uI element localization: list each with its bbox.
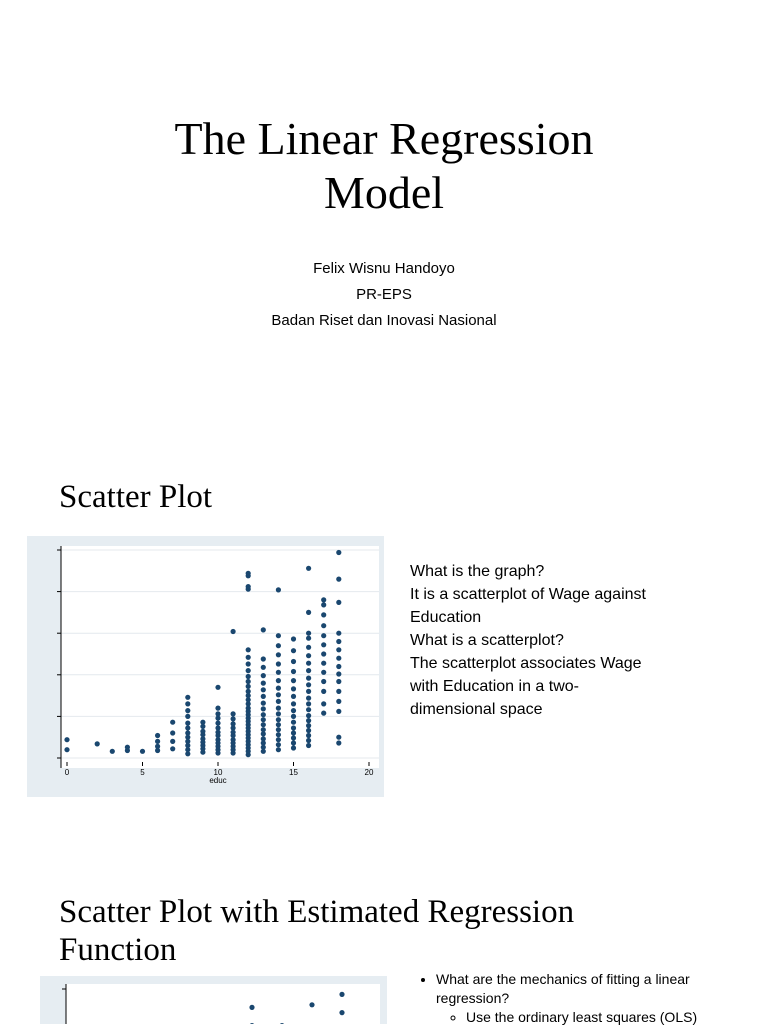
scatter-point bbox=[246, 668, 251, 673]
scatter-point bbox=[246, 674, 251, 679]
scatter-point bbox=[261, 656, 266, 661]
scatter-point bbox=[339, 992, 344, 997]
scatter-point bbox=[306, 696, 311, 701]
scatter-point bbox=[125, 745, 130, 750]
scatter-point bbox=[306, 743, 311, 748]
scatter-point bbox=[309, 1002, 314, 1007]
scatter-point bbox=[291, 636, 296, 641]
text-line: The scatterplot associates Wage bbox=[410, 655, 642, 672]
scatter-point bbox=[306, 636, 311, 641]
bullet-text: What are the mechanics of fitting a linear bbox=[436, 971, 690, 987]
scatter-point bbox=[291, 735, 296, 740]
scatter-point bbox=[276, 661, 281, 666]
scatter-point bbox=[185, 708, 190, 713]
scatter-point bbox=[321, 602, 326, 607]
presentation-title bbox=[0, 112, 768, 220]
scatter-point bbox=[306, 645, 311, 650]
scatter-point bbox=[246, 679, 251, 684]
scatter-point bbox=[276, 711, 281, 716]
scatter-point bbox=[291, 694, 296, 699]
scatter-point bbox=[321, 612, 326, 617]
scatter-point bbox=[321, 701, 326, 706]
x-axis-label: educ bbox=[209, 776, 227, 785]
scatter-point bbox=[306, 723, 311, 728]
scatter-point bbox=[170, 739, 175, 744]
scatter-point bbox=[276, 732, 281, 737]
scatter-point bbox=[291, 678, 296, 683]
scatter-point bbox=[261, 727, 266, 732]
scatter-point bbox=[339, 1010, 344, 1015]
regression-bullets bbox=[416, 970, 736, 1027]
title-line-1: The Linear Regression bbox=[174, 113, 594, 164]
scatter-point bbox=[231, 716, 236, 721]
text-line: What is a scatterplot? bbox=[410, 632, 564, 649]
scatter-point bbox=[261, 722, 266, 727]
scatter-chart-panel bbox=[27, 536, 384, 797]
scatter-point bbox=[261, 681, 266, 686]
scatter-point bbox=[261, 712, 266, 717]
scatter-point bbox=[336, 679, 341, 684]
scatter-point bbox=[246, 689, 251, 694]
scatter-point bbox=[170, 730, 175, 735]
scatter-point bbox=[291, 648, 296, 653]
scatter-point bbox=[336, 577, 341, 582]
scatter-point bbox=[170, 746, 175, 751]
text-line: with Education in a two- bbox=[410, 678, 579, 695]
scatter-point bbox=[336, 740, 341, 745]
slide-title-regression-function bbox=[59, 893, 574, 969]
scatter-point bbox=[306, 661, 311, 666]
scatter-point bbox=[185, 714, 190, 719]
scatter-point bbox=[321, 679, 326, 684]
scatter-point bbox=[306, 610, 311, 615]
scatter-point bbox=[95, 741, 100, 746]
scatter-point bbox=[306, 676, 311, 681]
scatter-point bbox=[321, 623, 326, 628]
x-tick-label: 5 bbox=[140, 768, 145, 777]
scatter-point bbox=[306, 733, 311, 738]
scatter-point bbox=[321, 651, 326, 656]
title-line-1: Scatter Plot with Estimated Regression bbox=[59, 894, 575, 930]
bullet-text: regression? bbox=[436, 990, 510, 1006]
scatter-point bbox=[276, 717, 281, 722]
text-line: dimensional space bbox=[410, 701, 543, 718]
scatter-point bbox=[291, 669, 296, 674]
scatter-point bbox=[155, 739, 160, 744]
scatter-point bbox=[246, 647, 251, 652]
scatter-point bbox=[276, 643, 281, 648]
scatter-plot-description bbox=[410, 560, 710, 721]
scatter-point bbox=[291, 725, 296, 730]
scatter-point bbox=[291, 730, 296, 735]
scatter-point bbox=[261, 706, 266, 711]
scatter-point bbox=[321, 711, 326, 716]
x-tick-label: 20 bbox=[364, 768, 374, 777]
research-unit: PR-EPS bbox=[356, 286, 412, 303]
scatter-point bbox=[336, 689, 341, 694]
regression-chart bbox=[40, 976, 387, 1024]
scatter-point bbox=[276, 692, 281, 697]
x-tick-label: 10 bbox=[213, 768, 223, 777]
scatter-point bbox=[291, 745, 296, 750]
scatter-point bbox=[215, 706, 220, 711]
scatter-point bbox=[306, 631, 311, 636]
scatter-point bbox=[276, 670, 281, 675]
scatter-point bbox=[215, 711, 220, 716]
scatter-point bbox=[185, 721, 190, 726]
x-tick-label: 0 bbox=[64, 768, 70, 777]
scatter-point bbox=[336, 671, 341, 676]
scatter-point bbox=[200, 720, 205, 725]
scatter-point bbox=[276, 686, 281, 691]
scatter-point bbox=[276, 706, 281, 711]
bullet-item bbox=[436, 970, 736, 1027]
scatter-point bbox=[231, 721, 236, 726]
scatter-point bbox=[155, 744, 160, 749]
scatter-point bbox=[291, 714, 296, 719]
author-name: Felix Wisnu Handoyo bbox=[313, 260, 455, 277]
scatter-point bbox=[336, 647, 341, 652]
scatter-point bbox=[185, 730, 190, 735]
scatter-point bbox=[64, 747, 69, 752]
scatter-point bbox=[185, 695, 190, 700]
scatter-point bbox=[246, 684, 251, 689]
scatter-point bbox=[215, 725, 220, 730]
scatter-point bbox=[261, 736, 266, 741]
scatter-point bbox=[246, 655, 251, 660]
scatter-point bbox=[306, 728, 311, 733]
scatter-point bbox=[200, 729, 205, 734]
scatter-point bbox=[291, 686, 296, 691]
scatter-point bbox=[246, 661, 251, 666]
scatter-point bbox=[231, 711, 236, 716]
scatter-point bbox=[276, 652, 281, 657]
scatter-point bbox=[336, 664, 341, 669]
scatter-point bbox=[336, 550, 341, 555]
scatter-point bbox=[276, 742, 281, 747]
scatter-point bbox=[276, 699, 281, 704]
scatter-point bbox=[261, 717, 266, 722]
scatter-point bbox=[321, 689, 326, 694]
scatter-point bbox=[261, 701, 266, 706]
title-line-2: Model bbox=[323, 167, 445, 218]
scatter-point bbox=[336, 735, 341, 740]
scatter-point bbox=[215, 721, 220, 726]
scatter-point bbox=[276, 587, 281, 592]
scatter-point bbox=[336, 631, 341, 636]
scatter-point bbox=[291, 740, 296, 745]
scatter-point bbox=[306, 689, 311, 694]
scatter-point bbox=[321, 642, 326, 647]
scatter-point bbox=[261, 627, 266, 632]
scatter-point bbox=[246, 571, 251, 576]
regression-chart-panel bbox=[40, 976, 387, 1024]
scatter-point bbox=[215, 685, 220, 690]
scatter-point bbox=[306, 738, 311, 743]
scatter-point bbox=[336, 709, 341, 714]
scatter-point bbox=[276, 747, 281, 752]
scatter-point bbox=[306, 668, 311, 673]
scatter-point bbox=[321, 633, 326, 638]
scatter-point bbox=[291, 708, 296, 713]
scatter-point bbox=[321, 597, 326, 602]
scatter-point bbox=[291, 720, 296, 725]
scatter-point bbox=[246, 584, 251, 589]
scatter-point bbox=[231, 629, 236, 634]
scatter-point bbox=[306, 682, 311, 687]
sub-bullet-item: ◦ Use the ordinary least squares (OLS) bbox=[466, 1008, 736, 1027]
text-line: It is a scatterplot of Wage against bbox=[410, 586, 646, 603]
scatter-point bbox=[249, 1005, 254, 1010]
scatter-point bbox=[306, 566, 311, 571]
scatter-point bbox=[276, 737, 281, 742]
scatter-point bbox=[261, 665, 266, 670]
scatter-point bbox=[336, 639, 341, 644]
scatter-point bbox=[306, 718, 311, 723]
scatter-point bbox=[261, 673, 266, 678]
scatter-point bbox=[276, 727, 281, 732]
scatter-point bbox=[276, 678, 281, 683]
slide-title-scatter-plot: Scatter Plot bbox=[59, 479, 213, 515]
scatter-point bbox=[321, 661, 326, 666]
scatter-point bbox=[155, 733, 160, 738]
scatter-point bbox=[276, 633, 281, 638]
scatter-point bbox=[336, 656, 341, 661]
scatter-point bbox=[336, 600, 341, 605]
scatter-point bbox=[306, 701, 311, 706]
scatter-point bbox=[261, 687, 266, 692]
scatter-point bbox=[64, 737, 69, 742]
title-line-2: Function bbox=[59, 932, 177, 968]
x-tick-label: 15 bbox=[289, 768, 298, 777]
text-line: Education bbox=[410, 609, 482, 626]
scatter-point bbox=[291, 659, 296, 664]
scatter-point bbox=[306, 713, 311, 718]
presentation-subtitle bbox=[0, 256, 768, 334]
plot-region bbox=[66, 984, 380, 1024]
scatter-point bbox=[110, 749, 115, 754]
scatter-point bbox=[321, 670, 326, 675]
scatter-point bbox=[336, 699, 341, 704]
scatter-point bbox=[170, 720, 175, 725]
scatter-point bbox=[276, 722, 281, 727]
scatter-point bbox=[306, 707, 311, 712]
scatter-point bbox=[185, 701, 190, 706]
scatter-point bbox=[306, 653, 311, 658]
scatter-chart bbox=[27, 536, 384, 797]
scatter-point bbox=[291, 701, 296, 706]
institution-name: Badan Riset dan Inovasi Nasional bbox=[271, 312, 497, 329]
scatter-point bbox=[261, 694, 266, 699]
scatter-point bbox=[140, 749, 145, 754]
scatter-point bbox=[185, 725, 190, 730]
text-line: What is the graph? bbox=[410, 563, 545, 580]
